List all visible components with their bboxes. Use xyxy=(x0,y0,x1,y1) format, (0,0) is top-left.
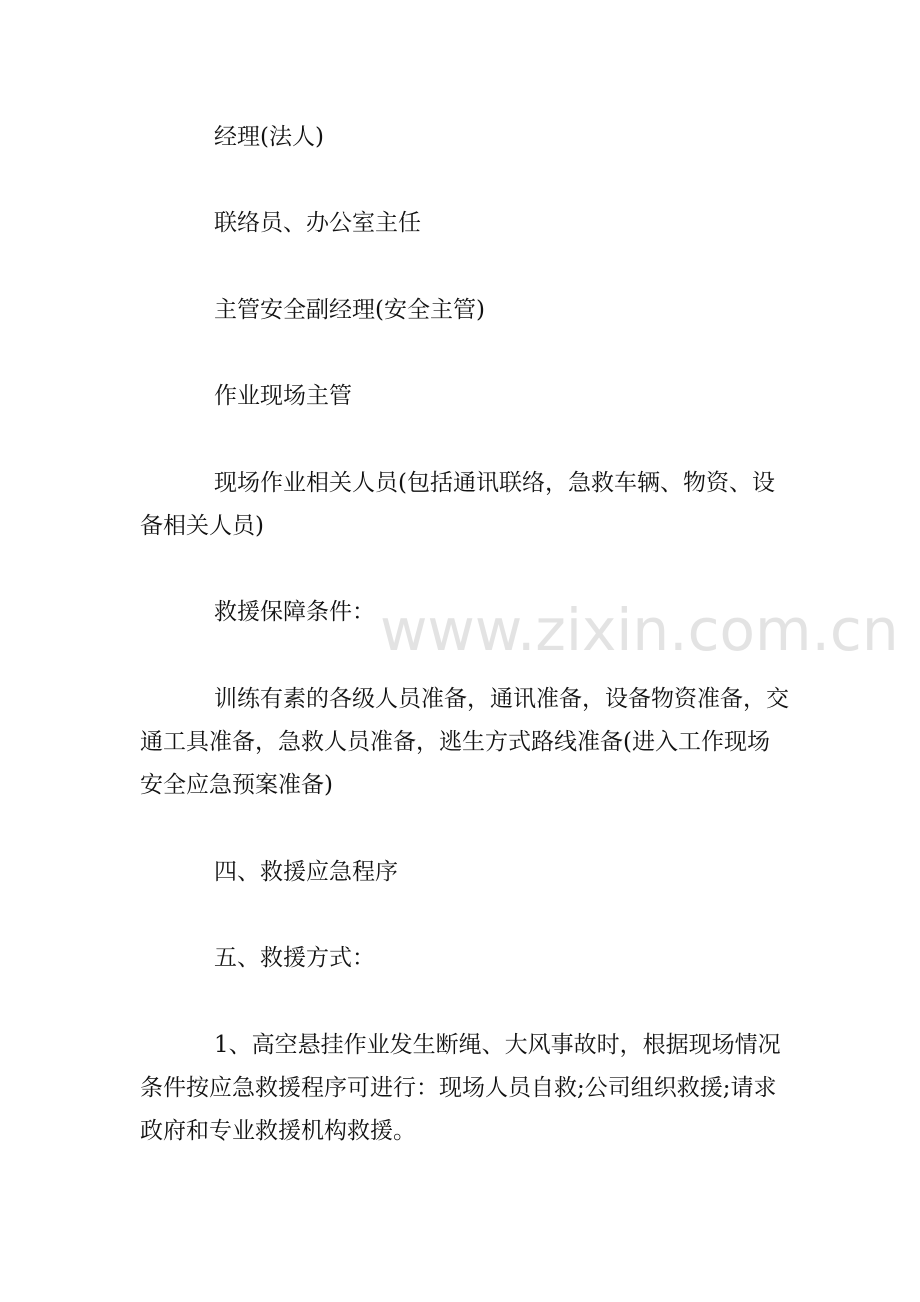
paragraph-preparations: 训练有素的各级人员准备，通讯准备，设备物资准备，交通工具准备，急救人员准备，逃生方式路线准备(进入工作现场安全应急预案准备) xyxy=(140,686,789,798)
paragraph-manager: 经理(法人) xyxy=(214,124,324,150)
paragraph-site-personnel: 现场作业相关人员(包括通讯联络，急救车辆、物资、设备相关人员) xyxy=(140,470,775,539)
watermark: www.zixin.com.cn xyxy=(380,596,899,664)
paragraph-safety-deputy: 主管安全副经理(安全主管) xyxy=(214,297,485,323)
section-heading-rescue-methods: 五、救援方式： xyxy=(214,945,375,971)
paragraph-liaison: 联络员、办公室主任 xyxy=(214,210,421,236)
section-heading-emergency-procedure: 四、救援应急程序 xyxy=(214,859,398,885)
paragraph-rescue-item-1: 1、高空悬挂作业发生断绳、大风事故时，根据现场情况条件按应急救援程序可进行：现场人员自救;公司组织救援;请求政府和专业救援机构救援。 xyxy=(140,1032,781,1144)
paragraph-site-supervisor: 作业现场主管 xyxy=(214,383,352,409)
paragraph-rescue-conditions: 救援保障条件： xyxy=(214,599,375,625)
